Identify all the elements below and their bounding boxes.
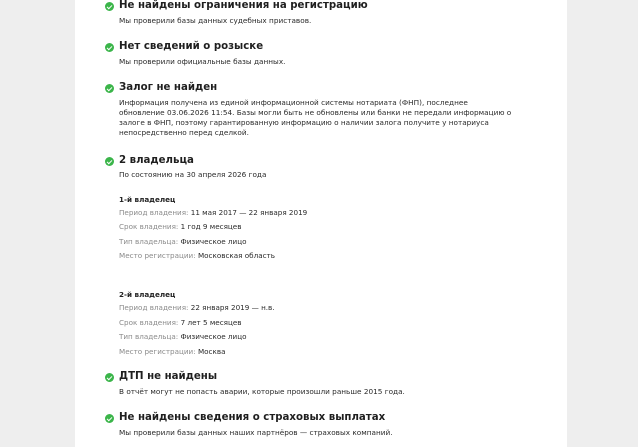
check-circle-icon [105,157,114,166]
owner-row-value: Московская область [197,251,275,260]
owner-row [119,347,225,357]
owner-row-label: Место регистрации: [119,251,198,260]
owner-row-value: 7 лет 5 месяцев [180,318,242,327]
owner-row [119,237,247,247]
check-title: ДТП не найдены [119,371,218,382]
check-description: Мы проверили базы данных судебных приставов. [119,16,312,25]
check-title: Не найдены ограничения на регистрацию [119,0,368,11]
owner-row-value: Физическое лицо [180,332,247,341]
owner-row [119,318,242,328]
owner-row-value: Физическое лицо [180,237,247,246]
owner-row-value: 11 мая 2017 — 22 января 2019 [190,208,308,217]
check-description: По состоянию на 30 апреля 2026 года [119,170,267,179]
check-title: 2 владельца [119,155,194,166]
check-circle-icon [105,43,114,52]
owner-row-label: Срок владения: [119,222,181,231]
check-description: В отчёт могут не попасть аварии, которые произошли раньше 2015 года. [119,387,405,396]
check-description: Мы проверили базы данных наших партнёров — страховых компаний. [119,428,393,437]
owner-row-label: Период владения: [119,208,191,217]
owner-heading: 1-й владелец [119,195,176,204]
owner-row-label: Место регистрации: [119,347,198,356]
owner-heading: 2-й владелец [119,290,176,299]
check-title: Нет сведений о розыске [119,41,264,52]
owner-row-value: 1 год 9 месяцев [180,222,242,231]
check-circle-icon [105,2,114,11]
check-title: Залог не найден [119,82,218,93]
owner-row-label: Срок владения: [119,318,181,327]
check-description: Мы проверили официальные базы данных. [119,57,286,66]
check-description-line: обновление 03.06.2026 11:54. Базы могли быть не обновлены или банки не передали информацию о [119,108,512,117]
owner-row [119,222,241,232]
owner-row [119,251,275,261]
check-description-line: Информация получена из единой информационной системы нотариата (ФНП), последнее [119,98,468,107]
owner-row-label: Тип владельца: [119,332,181,341]
check-description-line: залоге в ФНП, поэтому гарантированную информацию о наличии залога получите у нотариуса [119,118,489,127]
owner-row [119,303,275,313]
owner-row [119,208,307,218]
check-circle-icon [105,373,114,382]
check-description-line: непосредственно перед сделкой. [119,128,249,137]
owner-row-label: Период владения: [119,303,191,312]
owner-row-label: Тип владельца: [119,237,181,246]
owner-row [119,332,247,342]
owner-row-value: 22 января 2019 — н.в. [190,303,275,312]
check-circle-icon [105,84,114,93]
report-card [75,0,567,447]
owner-row-value: Москва [197,347,226,356]
check-title: Не найдены сведения о страховых выплатах [119,412,386,423]
check-circle-icon [105,414,114,423]
